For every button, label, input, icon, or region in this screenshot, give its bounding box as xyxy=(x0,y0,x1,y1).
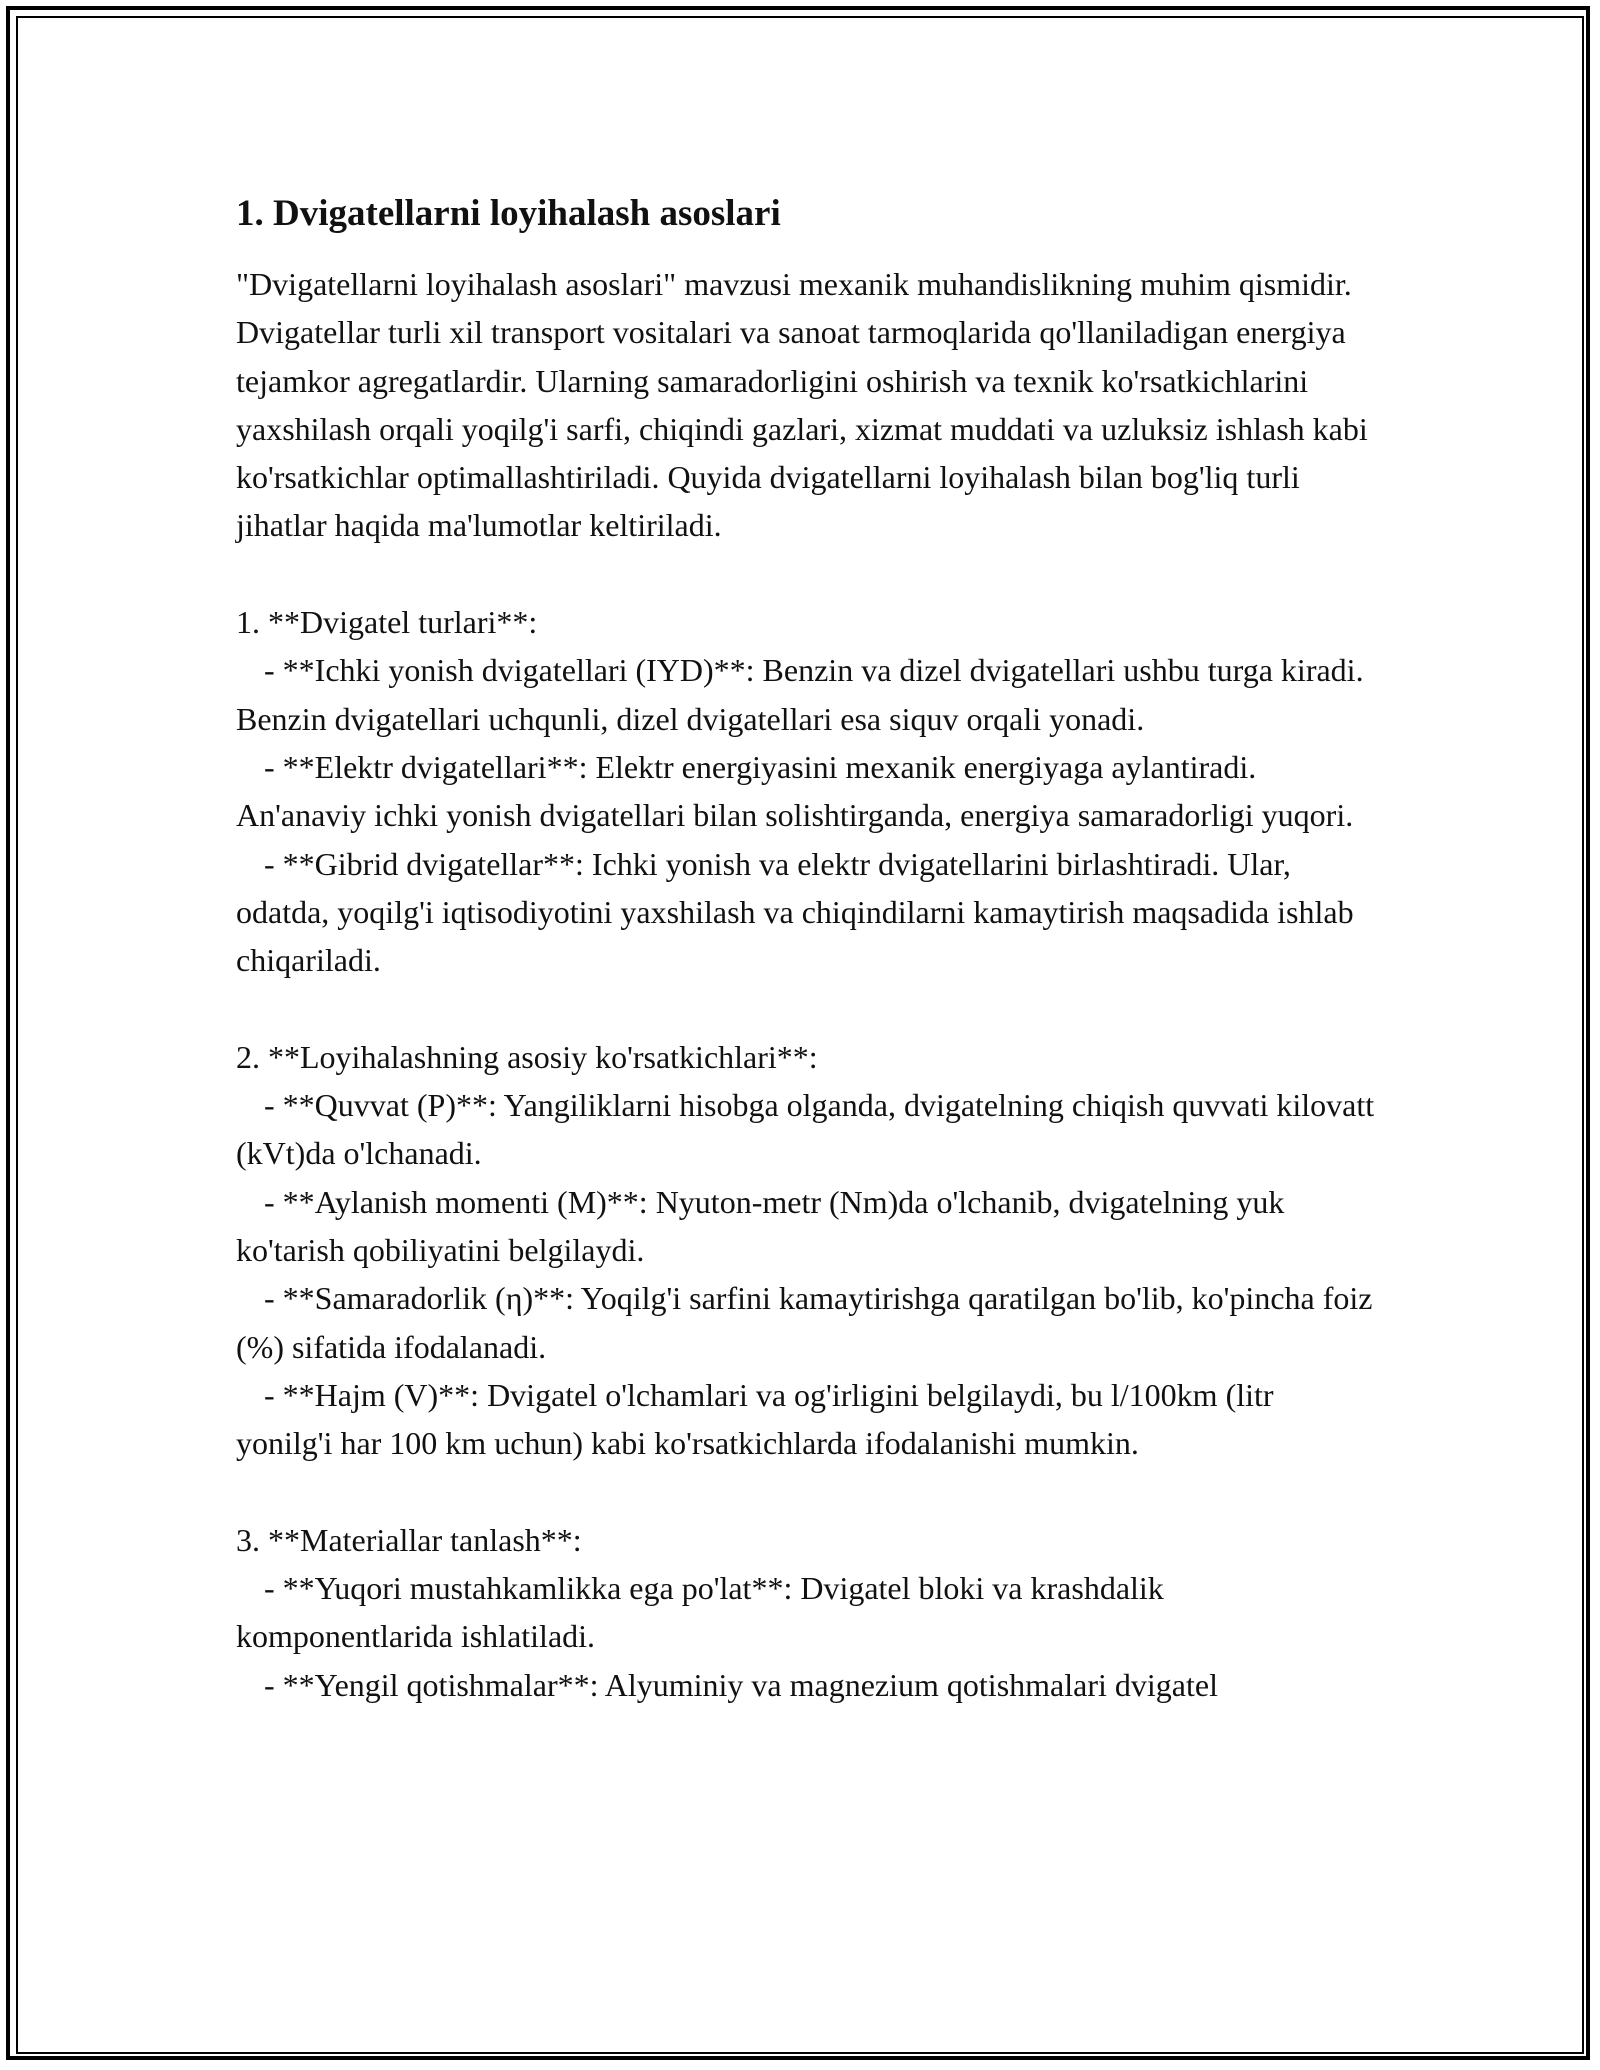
blank-line xyxy=(236,984,1376,1032)
list-item: - **Yuqori mustahkamlikka ega po'lat**: Dvigatel bloki va krashdalik komponentlarida ishlatiladi. xyxy=(236,1570,1164,1655)
section-engine-types xyxy=(236,598,1376,984)
list-item: - **Elektr dvigatellari**: Elektr energiyasini mexanik energiyaga aylantiradi. An'anaviy ichki yonish dvigatellari bilan solishtirganda, energiya samaradorligi yuqori. xyxy=(236,748,1354,834)
list-item: - **Aylanish momenti (M)**: Nyuton-metr (Nm)da o'lchanib, dvigatelning yuk ko'tarish qobiliyatini belgilaydi. xyxy=(236,1183,1285,1268)
section-title: 1. **Dvigatel turlari**: xyxy=(236,604,538,641)
document-body xyxy=(236,190,1376,1709)
list-item: - **Yengil qotishmalar**: Alyuminiy va magnezium qotishmalari dvigatel xyxy=(264,1666,1218,1703)
document-heading: 1. Dvigatellarni loyihalash asoslari xyxy=(236,193,781,234)
list-item: - **Quvvat (P)**: Yangiliklarni hisobga olganda, dvigatelning chiqish quvvati kilovatt (kVt)da o'lchanadi. xyxy=(236,1087,1375,1172)
blank-line xyxy=(236,1467,1376,1515)
blank-line xyxy=(236,550,1376,598)
list-item: - **Gibrid dvigatellar**: Ichki yonish va elektr dvigatellarini birlashtiradi. Ular, odatda, yoqilg'i iqtisodiyotini yaxshilash va chiqindilarni kamaytirish maqsadida ishlab chiqariladi. xyxy=(236,845,1354,979)
section-materials xyxy=(236,1516,1376,1709)
section-title: 3. **Materiallar tanlash**: xyxy=(236,1521,582,1558)
list-item: - **Samaradorlik (η)**: Yoqilg'i sarfini kamaytirishga qaratilgan bo'lib, ko'pincha foiz (%) sifatida ifodalanadi. xyxy=(236,1280,1373,1365)
section-title: 2. **Loyihalashning asosiy ko'rsatkichlari**: xyxy=(236,1038,818,1075)
intro-paragraph: "Dvigatellarni loyihalash asoslari" mavzusi mexanik muhandislikning muhim qismidir. Dvigatellar turli xil transport vositalari va sanoat tarmoqlarida qo'llaniladigan energiya tejamkor agregatlardir. Ularning samaradorligini oshirish va texnik ko'rsatkichlarini yaxshilash orqali yoqilg'i sarfi, chiqindi gazlari, xizmat muddati va uzluksiz ishlash kabi ko'rsatkichlar optimallashtiriladi. Quyida dvigatellarni loyihalash bilan bog'liq turli jihatlar haqida ma'lumotlar keltiriladi. xyxy=(236,266,1368,544)
list-item: - **Hajm (V)**: Dvigatel o'lchamlari va og'irligini belgilaydi, bu l/100km (litr yonilg'i har 100 km uchun) kabi ko'rsatkichlarda ifodalanishi mumkin. xyxy=(236,1376,1274,1462)
section-design-parameters xyxy=(236,1033,1376,1468)
list-item: - **Ichki yonish dvigatellari (IYD)**: Benzin va dizel dvigatellari ushbu turga kiradi. Benzin dvigatellari uchqunli, dizel dvigatellari esa siquv orqali yonadi. xyxy=(236,652,1364,737)
